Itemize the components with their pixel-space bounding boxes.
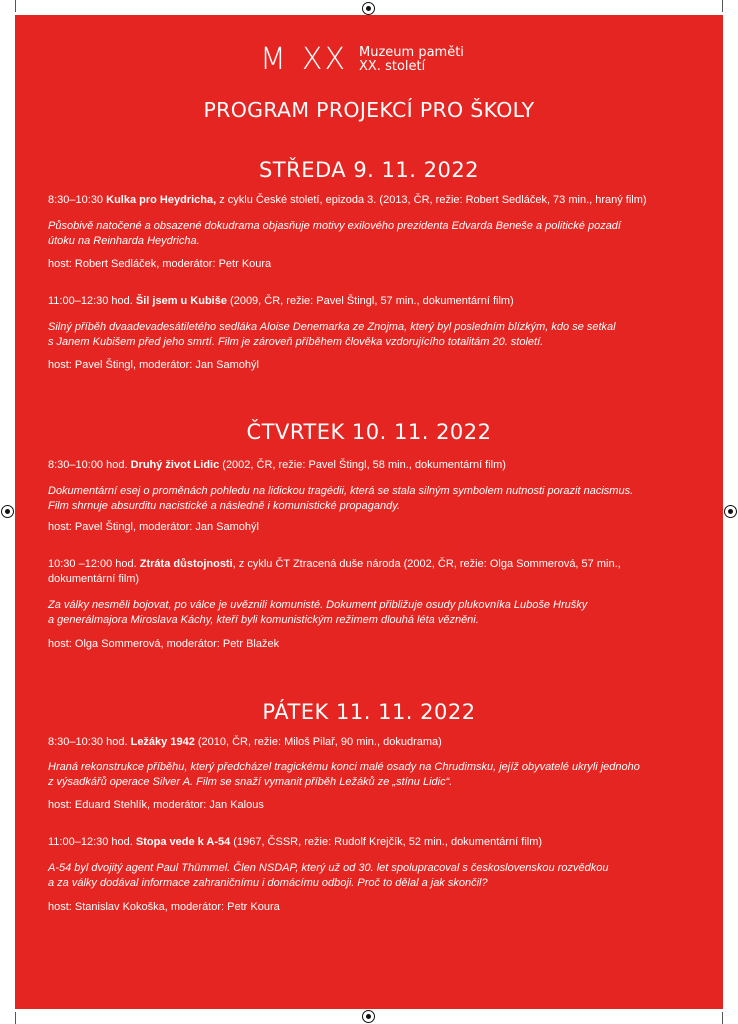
museum-name-line-2: XX. století — [359, 59, 426, 74]
screening-info: 8:30–10:30 Kulka pro Heydricha, z cyklu České století, epizoda 3. (2013, ČR, režie: Robert Sedláček, 73 min., hraný film) — [48, 194, 647, 206]
screening-info: 11:00–12:30 hod. Šil jsem u Kubiše (2009, ČR, režie: Pavel Štingl, 57 min., dokumentární film) — [48, 295, 514, 307]
logo-m: M — [260, 42, 288, 77]
crop-mark — [722, 0, 723, 12]
page-title: PROGRAM PROJEKCÍ PRO ŠKOLY — [203, 98, 535, 122]
screening-host: host: Olga Sommerová, moderátor: Petr Blažek — [48, 638, 280, 650]
museum-name-line-1: Muzeum paměti — [359, 45, 464, 60]
screening-description-line: Silný příběh dvaadevadesátiletého sedláka Aloise Denemarka ze Znojma, který byl posledním blízkým, kdo se setkal — [48, 321, 616, 333]
registration-mark-bottom — [362, 1010, 375, 1023]
screening-description-line: a generálmajora Miroslava Káchy, kteří byli komunistickým režimem dlouhá léta vězněni. — [48, 614, 479, 626]
registration-mark-right — [724, 505, 737, 518]
day-heading-thursday: ČTVRTEK 10. 11. 2022 — [246, 420, 492, 444]
registration-mark-top — [362, 2, 375, 15]
screening-host: host: Pavel Štingl, moderátor: Jan Samohýl — [48, 521, 259, 533]
logo-xx: XX — [301, 42, 347, 77]
screening-info: 8:30–10:00 hod. Druhý život Lidic (2002, ČR, režie: Pavel Štingl, 58 min., dokumentární film) — [48, 459, 506, 471]
poster — [15, 15, 723, 1009]
screening-description-line: Působivě natočené a obsazené dokudrama objasňuje motivy exilového prezidenta Edvarda Beneše a politické pozadí — [48, 220, 621, 232]
screening-host: host: Pavel Štingl, moderátor: Jan Samohýl — [48, 359, 259, 371]
crop-mark — [15, 0, 16, 12]
screening-host: host: Eduard Stehlík, moderátor: Jan Kalous — [48, 799, 264, 811]
crop-mark — [15, 1012, 16, 1024]
screening-description-line: z výsadkářů operace Silver A. Film se snaží vymanit příběh Ležáků ze „stínu Lidic“. — [48, 776, 453, 788]
screening-description-line: s Janem Kubišem před jeho smrtí. Film je zároveň příběhem člověka vzdorujícího totalitám 20. století. — [48, 336, 544, 348]
day-heading-friday: PÁTEK 11. 11. 2022 — [262, 700, 476, 724]
museum-logo — [260, 42, 464, 77]
screening-info: 10:30 –12:00 hod. Ztráta důstojnosti, z cyklu ČT Ztracená duše národa (2002, ČR, režie: Olga Sommerová, 57 min., — [48, 558, 621, 570]
crop-mark — [722, 1012, 723, 1024]
screening-info: 8:30–10:30 hod. Ležáky 1942 (2010, ČR, režie: Miloš Pilař, 90 min., dokudrama) — [48, 736, 442, 748]
day-heading-wednesday: STŘEDA 9. 11. 2022 — [258, 158, 480, 182]
screening-info-continued: dokumentární film) — [48, 573, 140, 585]
screening-description-line: Za války nesměli bojovat, po válce je uvěznili komunisté. Dokument přibližuje osudy plukovníka Luboše Hrušky — [48, 599, 588, 611]
screening-host: host: Robert Sedláček, moderátor: Petr Koura — [48, 258, 272, 270]
screening-description-line: Hraná rekonstrukce příběhu, který předcházel tragickému konci malé osady na Chrudimsku, jejíž obyvatelé ukryli jednoho — [48, 761, 640, 773]
screening-host: host: Stanislav Kokoška, moderátor: Petr Koura — [48, 901, 280, 913]
screening-description-line: A-54 byl dvojitý agent Paul Thümmel. Člen NSDAP, který už od 30. let spolupracoval s československou rozvědkou — [48, 862, 609, 874]
logo-mark — [260, 42, 347, 77]
screening-description-line: Dokumentární esej o proměnách pohledu na lidickou tragédii, která se stala silným symbolem nutnosti porazit nacismus. — [48, 485, 634, 497]
screening-info: 11:00–12:30 hod. Stopa vede k A-54 (1967, ČSSR, režie: Rudolf Krejčík, 52 min., dokumentární film) — [48, 836, 543, 848]
screening-description-line: Film shrnuje absurditu nacistické a následně i komunistické propagandy. — [48, 500, 400, 512]
registration-mark-left — [1, 505, 14, 518]
screening-description-line: útoku na Reinharda Heydricha. — [48, 235, 200, 247]
screening-description-line: a za války dodával informace zahraničnímu i domácímu odboji. Proč to dělal a jak skončil? — [48, 877, 488, 889]
museum-name — [359, 46, 464, 74]
